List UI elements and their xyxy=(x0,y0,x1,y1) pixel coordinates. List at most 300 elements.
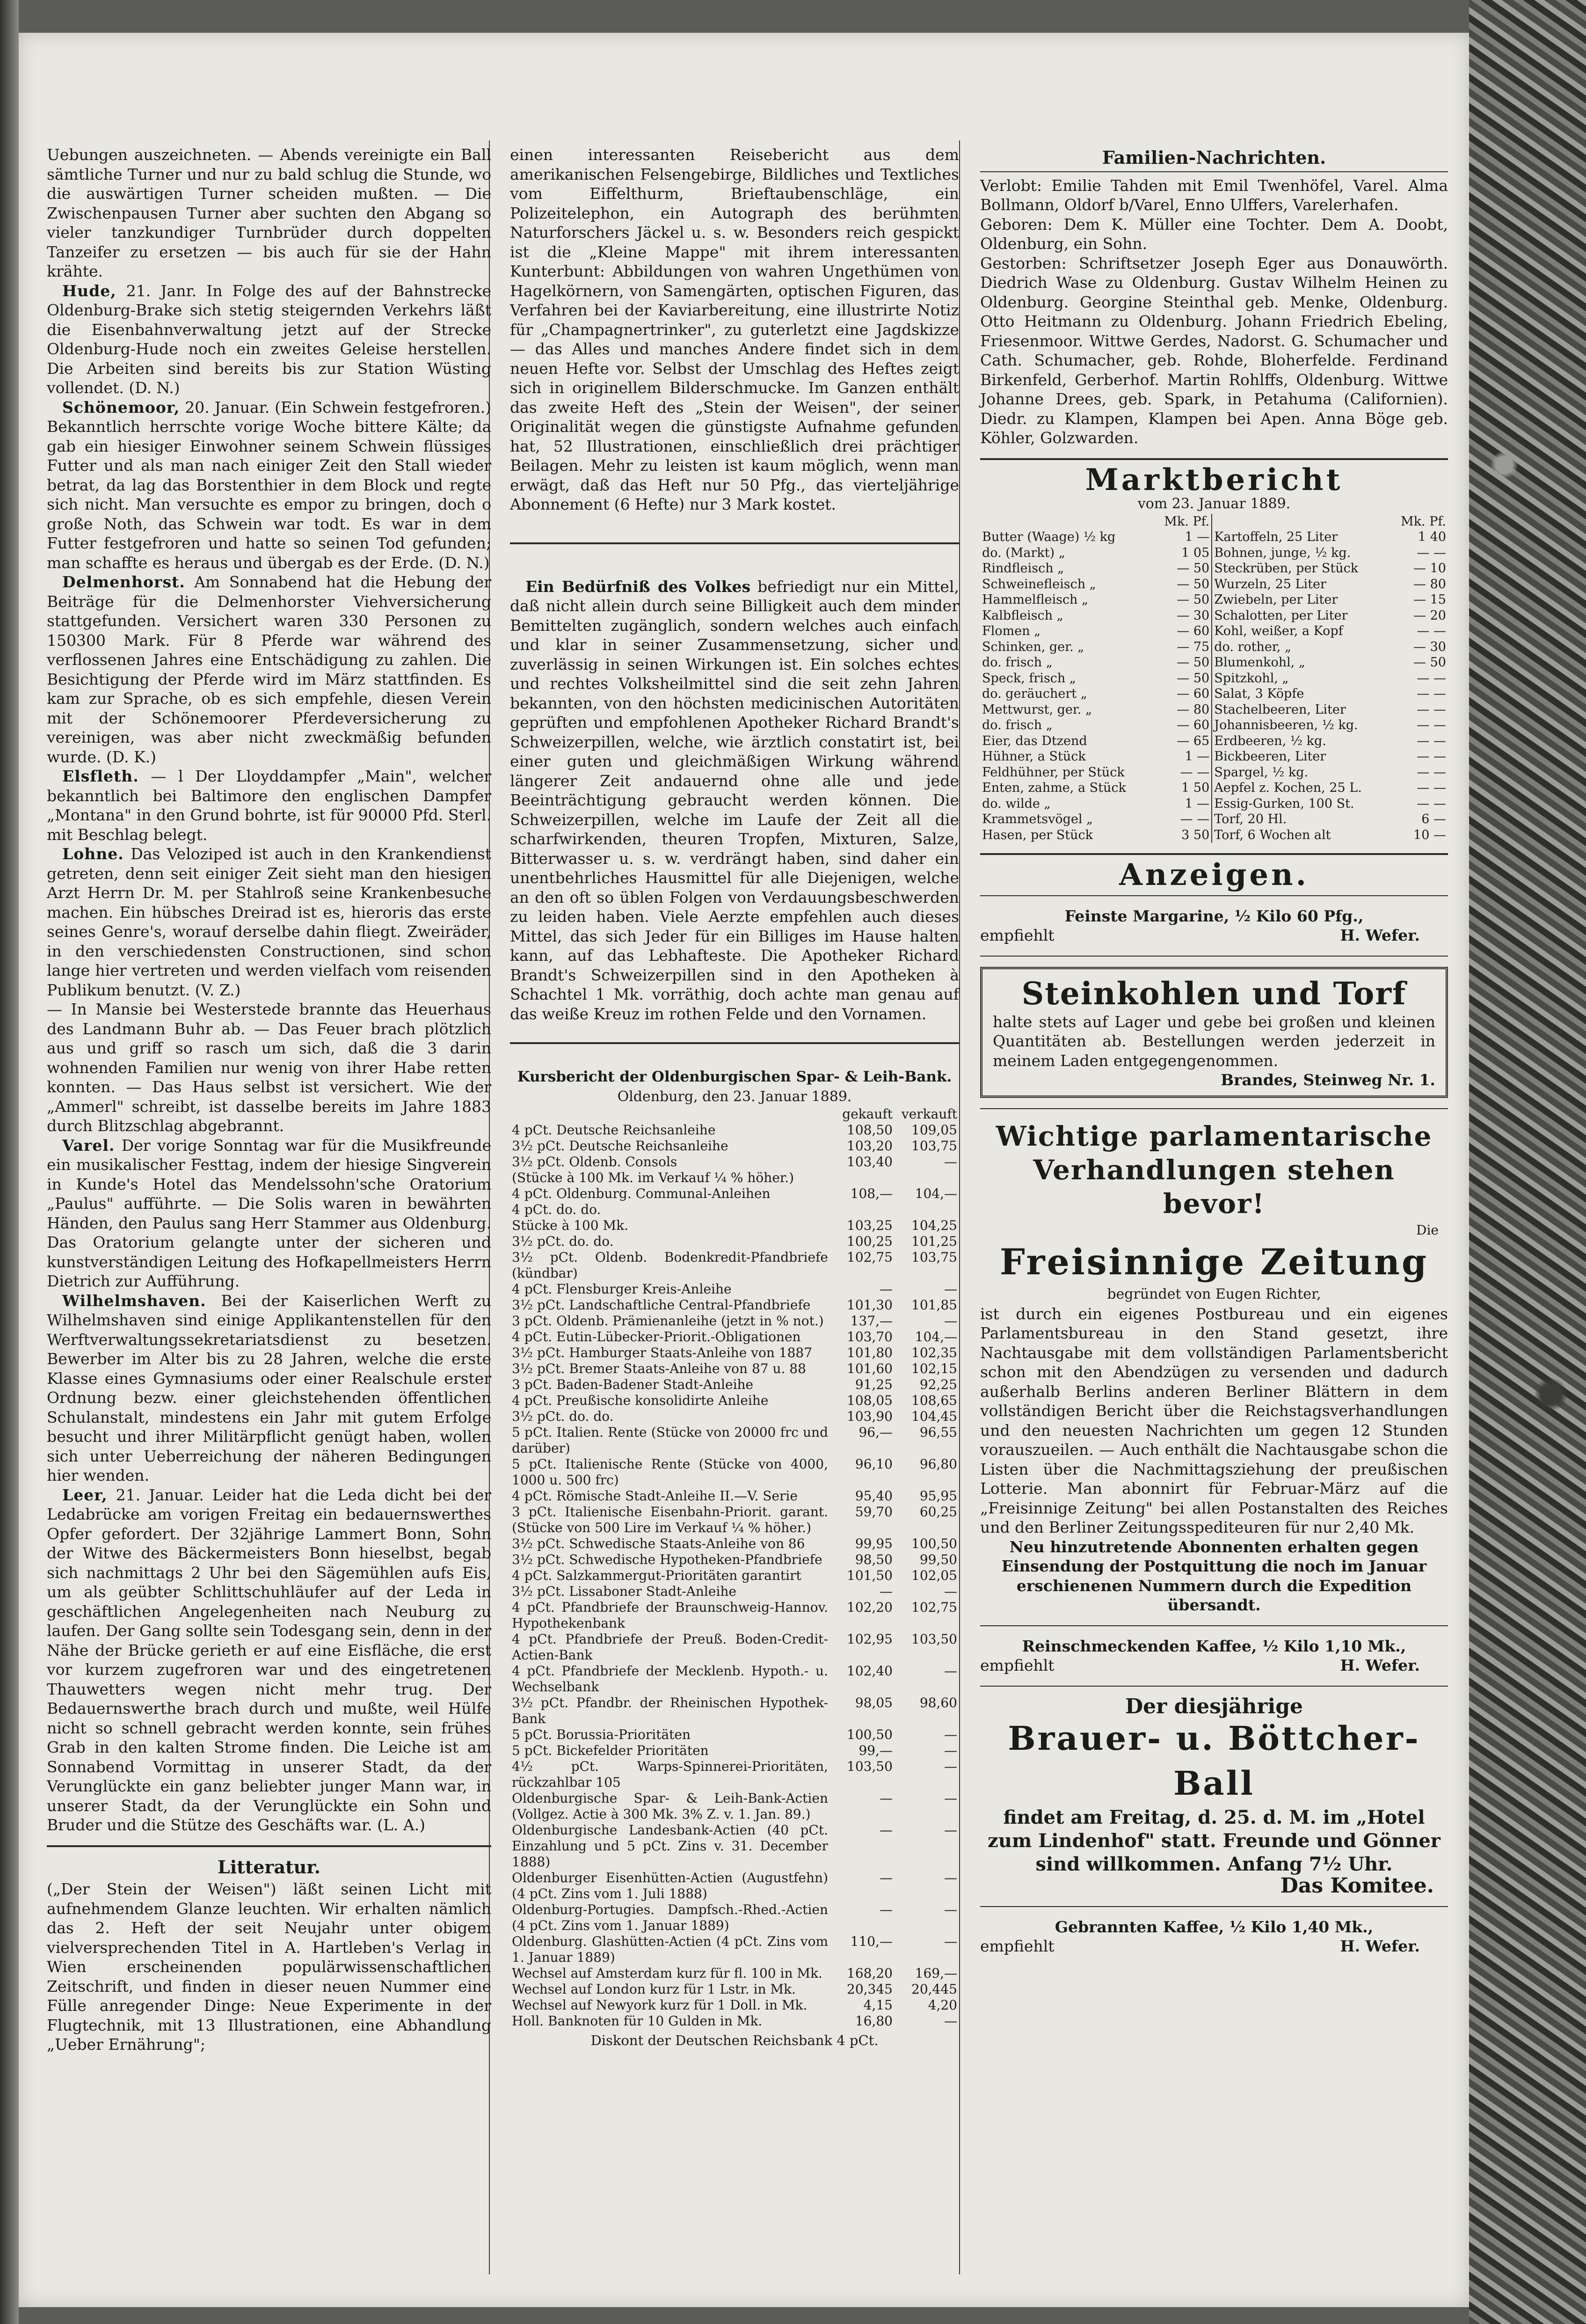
markt-price-right: — 15 xyxy=(1413,592,1446,607)
markt-item-right: Torf, 6 Wochen alt xyxy=(1214,827,1331,842)
place-name: Wilhelmshaven. xyxy=(62,1291,206,1310)
kurs-cell-verkauft: — xyxy=(944,1663,957,1679)
article-hude xyxy=(47,281,491,398)
kurs-row xyxy=(510,1584,959,1600)
kurs-footer: Diskont der Deutschen Reichsbank 4 pCt. xyxy=(590,2032,879,2048)
kurs-cell-gekauft: 4,15 xyxy=(863,1997,893,2013)
advert-ball-title: Brauer- u. Böttcher-Ball xyxy=(1008,1719,1420,1803)
section-divider xyxy=(980,895,1448,896)
kurs-cell-name: 4 pCt. Römische Stadt-Anleihe II.—V. Serie xyxy=(512,1488,798,1504)
kurs-row xyxy=(510,1600,959,1631)
kurs-row xyxy=(510,1345,959,1361)
markt-price-left: — 60 xyxy=(1177,687,1210,701)
markt-row xyxy=(980,780,1448,796)
kurs-cell-verkauft: 96,80 xyxy=(919,1456,957,1472)
kurs-cell-gekauft: 100,50 xyxy=(847,1727,893,1742)
kurs-cell-name: 4 pCt. Preußische konsolidirte Anleihe xyxy=(512,1393,769,1408)
kurs-cell-name: 3½ pCt. Pfandbr. der Rheinischen Hypothek-Bank xyxy=(512,1695,828,1726)
kurs-row xyxy=(510,1456,959,1488)
kurs-cell-verkauft: 109,05 xyxy=(911,1122,957,1138)
markt-row xyxy=(980,796,1448,812)
markt-item-left: Eier, das Dtzend xyxy=(982,733,1087,748)
markt-item-left: Flomen „ xyxy=(982,624,1041,638)
kurs-cell-verkauft: 60,25 xyxy=(919,1504,957,1520)
kurs-header-blank xyxy=(510,1106,830,1122)
kurs-cell-verkauft: 102,05 xyxy=(911,1568,957,1583)
section-heading-anzeigen: Anzeigen. xyxy=(1119,857,1309,892)
kurs-row xyxy=(510,1902,959,1934)
advert-lead: Ein Bedürfniß des Volkes xyxy=(525,577,751,596)
kurs-cell-verkauft: 98,60 xyxy=(919,1695,957,1710)
kurs-cell-verkauft: — xyxy=(944,1822,957,1838)
markt-item-left: do. frisch „ xyxy=(982,718,1053,732)
markt-price-right: — — xyxy=(1417,687,1446,701)
kurs-cell-verkauft: 92,25 xyxy=(919,1377,957,1392)
article-mansie: — In Mansie bei Westerstede brannte das Heuerhaus des Landmann Buhr ab. — Das Feuer brach plötzlich aus und griff so rasch um sich, daß die 3 darin wohnenden Familien nur wenig von ihrer Habe retten konnten. — Das Haus selbst ist versichert. Wie der „Ammerl" schreibt, ist dasselbe bereits im Jahre 1883 durch Blitzschlag abgebrannt. xyxy=(47,1000,491,1135)
kurs-cell-gekauft: 98,50 xyxy=(855,1552,893,1567)
article-text: Das Veloziped ist auch in den Krankendienst getreten, denn seit einiger Zeit sieht man den hiesigen Arzt Herrn Dr. M. per Stahlroß seine Krankenbesuche machen. Ein hübsches Dreirad ist es, hieroris das erste seines Genre's, worauf derselbe dahin fliegt. Zweiräder, in den verschiedensten Constructionen, sind schon lange hier vertreten und werden vielfach vom reisenden Publikum benutzt. (V. Z.) xyxy=(47,845,491,999)
kurs-cell-gekauft: 100,25 xyxy=(847,1234,893,1249)
empfiehlt-label: empfiehlt xyxy=(980,1656,1055,1674)
markt-row xyxy=(980,733,1448,749)
markt-unit-row xyxy=(980,514,1448,530)
kurs-cell-gekauft: 102,95 xyxy=(847,1631,893,1647)
kurs-cell-verkauft: — xyxy=(944,1934,957,1949)
markt-date: vom 23. Januar 1889. xyxy=(1137,496,1291,512)
kurs-cell-verkauft: 103,75 xyxy=(911,1250,957,1265)
article-wilhelmshaven xyxy=(47,1291,491,1485)
kurs-cell-name: Oldenburger Eisenhütten-Actien (Augustfehn) (4 pCt. Zins vom 1. Juli 1888) xyxy=(512,1870,828,1901)
kurs-cell-verkauft: 104,45 xyxy=(911,1409,957,1424)
markt-item-right: Johannisbeeren, ½ kg. xyxy=(1214,718,1358,732)
markt-price-left: 1 — xyxy=(1185,796,1210,811)
article-leer xyxy=(47,1485,491,1835)
markt-item-left: Hammelfleisch „ xyxy=(982,592,1089,607)
section-divider xyxy=(980,171,1448,172)
kurs-cell-gekauft: 99,95 xyxy=(855,1536,893,1551)
book-binding-left xyxy=(0,0,19,2324)
markt-price-left: — 50 xyxy=(1177,655,1210,670)
kurs-row xyxy=(510,1297,959,1313)
markt-row xyxy=(980,765,1448,781)
kurs-row xyxy=(510,1631,959,1663)
kurs-cell-name: 3 pCt. Oldenb. Prämienanleihe (jetzt in % not.) xyxy=(512,1313,824,1329)
kurs-row xyxy=(510,1695,959,1727)
kurs-cell-name: 3 pCt. Baden-Badener Stadt-Anleihe xyxy=(512,1377,754,1392)
kurs-rows xyxy=(510,1122,959,2029)
section-heading-familien: Familien-Nachrichten. xyxy=(1102,147,1326,168)
kurs-cell-name: 4 pCt. Pfandbriefe der Mecklenb. Hypoth.- u. Wechselbank xyxy=(512,1663,828,1695)
kurs-header-verkauft: verkauft xyxy=(901,1106,957,1122)
kurs-cell-name: (Stücke à 100 Mk. im Verkauf ¼ % höher.) xyxy=(512,1170,794,1185)
markt-row xyxy=(980,749,1448,765)
kurs-cell-gekauft: 108,05 xyxy=(847,1393,893,1408)
markt-item-right: Schalotten, per Liter xyxy=(1214,608,1348,623)
markt-item-right: Spargel, ½ kg. xyxy=(1214,765,1309,780)
markt-item-left: Speck, frisch „ xyxy=(982,671,1076,686)
article-schoenemoor xyxy=(47,398,491,573)
kurs-cell-verkauft: 101,85 xyxy=(911,1297,957,1313)
markt-row xyxy=(980,639,1448,655)
article-text: — l Der Lloyddampfer „Main", welcher bekanntlich bei Baltimore den englischen Dampfer „Montana" in den Grund bohrte, ist für 90000 Pfd. Sterl. mit Beschlag belegt. xyxy=(47,767,491,844)
kurs-cell-name: 3½ pCt. Lissaboner Stadt-Anleihe xyxy=(512,1584,737,1599)
markt-table xyxy=(980,514,1448,843)
kurs-row xyxy=(510,1966,959,1981)
markt-item-left: do. geräuchert „ xyxy=(982,687,1087,701)
kurs-row xyxy=(510,1822,959,1870)
kurs-cell-name: Stücke à 100 Mk. xyxy=(512,1218,629,1233)
markt-unit-right: Mk. Pf. xyxy=(1401,514,1446,529)
kurs-cell-verkauft: 104,— xyxy=(915,1186,957,1201)
markt-price-right: — — xyxy=(1417,545,1446,560)
markt-price-right: — — xyxy=(1417,765,1446,780)
kurs-cell-name: 4 pCt. Salzkammergut-Prioritäten garantirt xyxy=(512,1568,801,1583)
column-3 xyxy=(980,145,1448,1956)
markt-price-right: — — xyxy=(1417,781,1446,795)
kurs-cell-verkauft: 103,75 xyxy=(911,1138,957,1154)
place-name: Delmenhorst. xyxy=(62,573,185,591)
kurs-cell-gekauft: 16,80 xyxy=(855,2013,893,2029)
kurs-cell-verkauft xyxy=(895,1170,959,1186)
kurs-cell-verkauft xyxy=(895,1202,959,1218)
kurs-cell-gekauft: — xyxy=(880,1870,893,1886)
kurs-cell-verkauft: — xyxy=(944,1584,957,1599)
kurs-cell-verkauft: — xyxy=(944,1313,957,1329)
markt-row xyxy=(980,717,1448,733)
kurs-cell-gekauft: — xyxy=(880,1822,893,1838)
section-heading-marktbericht: Marktbericht xyxy=(1085,462,1343,497)
markt-row xyxy=(980,655,1448,671)
advertiser-name: H. Wefer. xyxy=(1340,926,1420,944)
advert-fz-bold: Neu hinzutretende Abonnenten erhalten gegen Einsendung der Postquittung die noch im Januar erschienenen Nummern durch die Expedition übersandt. xyxy=(1001,1537,1427,1614)
place-name: Schönemoor, xyxy=(62,398,180,417)
markt-price-right: — — xyxy=(1417,702,1446,717)
place-name: Varel. xyxy=(62,1136,115,1155)
article-litteratur-continued: einen interessanten Reisebericht aus dem amerikanischen Felsengebirge, Bildliches und Textliches vom Eiffelthurm, Brieftaubenschläge, ein Polizeitelephon, ein Autograph des berühmten Naturforschers Jäckel u. s. w. Besonders reich gespickt ist die „Kleine Mappe" mit ihrem interessanten Kunterbunt: Abbildungen von wahren Ungethümen von Hagelkörnern, von Samengärten, optischen Figuren, das Verfahren bei der Kaviarbereitung, eine illustrirte Notiz für „Champagnertrinker", zu guterletzt eine Jagdskizze — das Alles und manches Andere findet sich in dem neuen Hefte vor. Selbst der Umschlag des Heftes zeigt sich in originellem Bilderschmucke. Im Ganzen enthält das zweite Heft des „Stein der Weisen", der seiner Originalität wegen die günstigste Aufnahme gefunden hat, 52 Illustrationen, einschließlich drei prächtiger Beilagen. Mehr zu leisten ist kaum möglich, wenn man erwägt, daß das Heft nur 50 Pfg., das vierteljährige Abonnement (6 Hefte) nur 3 Mark kostet. xyxy=(510,146,959,513)
kurs-cell-verkauft: 104,— xyxy=(915,1329,957,1345)
empfiehlt-label: empfiehlt xyxy=(980,926,1055,944)
markt-item-left: do. wilde „ xyxy=(982,796,1051,811)
article-text: Am Sonnabend hat die Hebung der Beiträge für die Delmenhorster Viehversicherung stattgefunden. Versichert waren 330 Personen zu 150300 Mark. Für 8 Pferde war während des verflossenen Jahres eine Entschädigung zu zahlen. Die Besichtigung der Pferde wird im März stattfinden. Es kam zur Sprache, ob es sich empfehle, diesen Verein mit der Schönemoorer Pferdeversicherung zu vereinigen, was aber nicht zweckmäßig befunden wurde. (D. K.) xyxy=(47,573,491,766)
kurs-cell-verkauft: 4,20 xyxy=(928,1997,957,2013)
kurs-cell-gekauft: 96,10 xyxy=(855,1456,893,1472)
advertiser-name: H. Wefer. xyxy=(1340,1937,1420,1955)
advert-die: Die xyxy=(1416,1222,1439,1238)
markt-item-left: do. frisch „ xyxy=(982,655,1053,670)
place-name: Leer, xyxy=(62,1485,108,1504)
kurs-cell-gekauft: 101,50 xyxy=(847,1568,893,1583)
kurs-row xyxy=(510,1488,959,1504)
markt-rows xyxy=(980,529,1448,843)
kurs-cell-gekauft: 99,— xyxy=(858,1743,893,1758)
kurs-cell-gekauft: 108,50 xyxy=(847,1122,893,1138)
advert-steinkohlen-box xyxy=(980,967,1448,1098)
kurs-cell-name: 5 pCt. Italien. Rente (Stücke von 20000 frc und darüber) xyxy=(512,1425,828,1456)
kurs-cell-name: 4½ pCt. Warps-Spinnerei-Prioritäten, rückzahlbar 105 xyxy=(512,1759,828,1790)
markt-item-left: Schweinefleisch „ xyxy=(982,577,1096,592)
kurs-row xyxy=(510,1759,959,1791)
advert-wichtige-line1: Wichtige parlamentarische xyxy=(996,1120,1433,1152)
article-text: Der vorige Sonntag war für die Musikfreunde ein musikalischer Festtag, indem der hiesige Singverein in Kunde's Hotel das Mendelssohn'sche Oratorium „Paulus" aufführte. — Die Solis waren in bewährten Händen, den Paulus sang Herr Stammer aus Oldenburg. Das Oratorium gelangte unter der sicheren und kunstverständigen Leitung des Hofkapellmeisters Herrn Dietrich zur Aufführung. xyxy=(47,1136,492,1290)
markt-item-right: Erdbeeren, ½ kg. xyxy=(1214,733,1326,748)
kurs-cell-verkauft: 102,35 xyxy=(911,1345,957,1360)
markt-row xyxy=(980,623,1448,639)
kurs-cell-verkauft: 20,445 xyxy=(911,1981,957,1997)
kurs-date: Oldenburg, den 23. Januar 1889. xyxy=(617,1088,852,1105)
markt-price-left: — 60 xyxy=(1177,624,1210,638)
kurs-row xyxy=(510,1870,959,1902)
place-name: Lohne. xyxy=(62,845,124,863)
markt-item-left: do. (Markt) „ xyxy=(982,545,1065,560)
kurs-cell-name: 3½ pCt. do. do. xyxy=(512,1409,614,1424)
markt-price-left: 3 50 xyxy=(1181,827,1210,842)
kurs-cell-name: 4 pCt. Pfandbriefe der Preuß. Boden-Credit-Actien-Bank xyxy=(512,1631,828,1663)
article-elsfleth xyxy=(47,767,491,844)
kurs-row xyxy=(510,1377,959,1393)
section-divider xyxy=(980,458,1448,460)
kurs-cell-verkauft: 96,55 xyxy=(919,1425,957,1440)
section-divider xyxy=(980,1906,1448,1907)
kurs-cell-name: 5 pCt. Bickefelder Prioritäten xyxy=(512,1743,709,1758)
kurs-cell-gekauft xyxy=(830,1170,895,1186)
markt-price-right: — 50 xyxy=(1413,655,1446,670)
kurs-cell-name: Oldenburg. Glashütten-Actien (4 pCt. Zins vom 1. Januar 1889) xyxy=(512,1934,828,1965)
kurs-header-gekauft: gekauft xyxy=(842,1106,893,1122)
markt-item-left: Kalbfleisch „ xyxy=(982,608,1063,623)
kurs-cell-gekauft: 20,345 xyxy=(847,1981,893,1997)
kurs-cell-gekauft: 102,20 xyxy=(847,1600,893,1615)
kurs-cell-gekauft: 108,— xyxy=(850,1186,893,1201)
markt-row xyxy=(980,577,1448,592)
kurs-row xyxy=(510,1409,959,1425)
markt-item-right: Stachelbeeren, Liter xyxy=(1214,702,1346,717)
section-divider xyxy=(510,542,959,544)
kurs-cell-name: Holl. Banknoten für 10 Gulden in Mk. xyxy=(512,2013,763,2029)
kurs-cell-name: Oldenburgische Landesbank-Actien (40 pCt. Einzahlung und 5 pCt. Zins v. 31. December 1888) xyxy=(512,1822,828,1870)
advert-steinkohlen-text: halte stets auf Lager und gebe bei großen und kleinen Quantitäten ab. Bestellungen werden jederzeit in meinem Laden entgegengenommen. xyxy=(993,1012,1435,1070)
kurs-cell-name: 5 pCt. Italienische Rente (Stücke von 4000, 1000 u. 500 frc) xyxy=(512,1456,828,1488)
kurs-cell-verkauft: 100,50 xyxy=(911,1536,957,1551)
kurs-cell-verkauft: 95,95 xyxy=(919,1488,957,1504)
kurs-row xyxy=(510,1202,959,1218)
kurs-cell-gekauft: 101,60 xyxy=(847,1361,893,1376)
markt-item-right: Bohnen, junge, ½ kg. xyxy=(1214,545,1351,560)
markt-item-right: Essig-Gurken, 100 St. xyxy=(1214,796,1354,811)
advert-wichtige-line2: Verhandlungen stehen bevor! xyxy=(1033,1154,1395,1220)
kurs-row xyxy=(510,1425,959,1456)
kurs-row xyxy=(510,1186,959,1202)
kurs-cell-gekauft: 103,20 xyxy=(847,1138,893,1154)
section-divider xyxy=(980,1686,1448,1687)
markt-item-left: Enten, zahme, a Stück xyxy=(982,781,1126,795)
markt-item-right: Wurzeln, 25 Liter xyxy=(1214,577,1326,592)
article-delmenhorst xyxy=(47,572,491,767)
markt-item-right: Torf, 20 Hl. xyxy=(1214,812,1287,826)
kurs-cell-gekauft: 102,40 xyxy=(847,1663,893,1679)
article-turner: Uebungen auszeichneten. — Abends vereinigte ein Ball sämtliche Turner und nur zu bald schlug die Stunde, wo die auswärtigen Turner scheiden mußten. — Die Zwischenpausen Turner aber suchten den Abgang so vieler tanzkundiger Turnbrüder durch doppelten Tanzeifer zu ersetzen — bis auch für sie der Hahn krähte. xyxy=(47,146,491,280)
advert-fz-founder: begründet von Eugen Richter, xyxy=(1107,1286,1321,1302)
kurs-row xyxy=(510,2013,959,2029)
notice-geboren: Geboren: Dem K. Müller eine Tochter. Dem A. Doobt, Oldenburg, ein Sohn. xyxy=(980,215,1448,253)
markt-price-left: — 65 xyxy=(1177,733,1210,748)
kurs-cell-gekauft: 137,— xyxy=(850,1313,893,1329)
markt-item-right: Bickbeeren, Liter xyxy=(1214,749,1326,764)
kurs-cell-verkauft: — xyxy=(944,1791,957,1806)
markt-row xyxy=(980,671,1448,687)
section-divider xyxy=(980,1108,1448,1109)
markt-price-left: 1 50 xyxy=(1181,781,1210,795)
section-divider xyxy=(980,853,1448,855)
kurs-cell-gekauft: 103,25 xyxy=(847,1218,893,1233)
article-text: Bei der Kaiserlichen Werft zu Wilhelmshaven sind einige Applikantenstellen für den Werftverwaltungssekretariatsdienst zu besetzen. Bewerber im Alter bis zu 28 Jahren, welche die erste Klasse eines Gymnasiums oder einer Realschule erster Ordnung bezw. einer gleichstehenden öffentlichen Schulanstalt, mindestens ein Jahr mit gutem Erfolge besucht und ihrer Militärpflicht genügt haben, wollen sich unter Ueberreichung der näheren Bedingungen hier wenden. xyxy=(47,1291,491,1484)
kurs-cell-verkauft: 104,25 xyxy=(911,1218,957,1233)
kurs-row xyxy=(510,1393,959,1409)
markt-row xyxy=(980,592,1448,608)
markt-item-left: Butter (Waage) ½ kg xyxy=(982,530,1116,544)
markt-item-right: Zwiebeln, per Liter xyxy=(1214,592,1338,607)
advert-fz-text: ist durch ein eigenes Postbureau und ein eigenes Parlamentsbureau in den Stand gesetzt, ihre Nachtausgabe mit dem vollständigen Parlamentsbericht schon mit den Abendzügen zu versenden und dadurch außerhalb Berlins anderen Berliner Blättern in dem vollständigen Bericht über die Reichstagsverhandlungen und den neuesten Nachrichten um gegen 12 Stunden vorauszueilen. — Auch enthält die Nachtausgabe schon die Listen über die Nachmittagsziehung der preußischen Lotterie. Man abonnirt für Februar-März auf die „Freisinnige Zeitung" bei allen Postanstalten des Reiches und den Berliner Zeitungsspediteuren für nur 2,40 Mk. xyxy=(980,1304,1448,1536)
kurs-cell-name: 3 pCt. Italienische Eisenbahn-Priorit. garant. (Stücke von 500 Lire im Verkauf ¼ % höher.) xyxy=(512,1504,828,1535)
advertiser-name: H. Wefer. xyxy=(1340,1656,1420,1674)
kurs-cell-name: 3½ pCt. Schwedische Staats-Anleihe von 86 xyxy=(512,1536,805,1551)
markt-price-right: — 30 xyxy=(1413,639,1446,654)
markt-price-right: — — xyxy=(1417,733,1446,748)
markt-price-right: 6 — xyxy=(1421,812,1446,826)
markt-item-right: Spitzkohl, „ xyxy=(1214,671,1289,686)
kurs-cell-name: 4 pCt. Flensburger Kreis-Anleihe xyxy=(512,1281,732,1297)
markt-item-left: Schinken, ger. „ xyxy=(982,639,1084,654)
column-1 xyxy=(47,145,491,2054)
kurs-cell-gekauft: 96,— xyxy=(858,1425,893,1440)
markt-item-left: Rindfleisch „ xyxy=(982,561,1064,576)
kurs-cell-gekauft: 168,20 xyxy=(847,1966,893,1981)
marbled-book-edge xyxy=(1469,0,1586,2324)
markt-price-left: 1 — xyxy=(1185,530,1210,544)
markt-row xyxy=(980,811,1448,827)
markt-unit-spacer xyxy=(1212,514,1399,530)
advert-schweizerpillen xyxy=(510,577,959,1024)
markt-price-left: — 50 xyxy=(1177,671,1210,686)
advert-kaffee-2: Gebrannten Kaffee, ½ Kilo 1,40 Mk., xyxy=(1055,1917,1374,1936)
markt-price-left: — 50 xyxy=(1177,592,1210,607)
markt-unit-spacer xyxy=(980,514,1162,530)
kurs-row xyxy=(510,1552,959,1568)
kurs-row xyxy=(510,1981,959,1997)
advert-steinkohlen-sig: Brandes, Steinweg Nr. 1. xyxy=(1221,1071,1435,1089)
markt-row xyxy=(980,529,1448,545)
kurs-row xyxy=(510,1504,959,1536)
article-litteratur: („Der Stein der Weisen") läßt seinen Licht mit aufnehmendem Glanze leuchten. Wir erhalten nämlich das 2. Heft der seit Neujahr unter obigem vielversprechenden Titel in A. Hartleben's Verlag in Wien erscheinenden populärwissenschaftlichen Zeitschrift, und finden in dieser neuen Nummer eine Fülle anregender Dinge: Neue Experimente in der Flugtechnik, mit 13 Illustrationen, eine Abhandlung „Ueber Ernährung"; xyxy=(47,1880,491,2054)
kurs-cell-verkauft: — xyxy=(944,1281,957,1297)
kurs-cell-gekauft: 110,— xyxy=(850,1934,893,1949)
kurs-cell-name: Wechsel auf London kurz für 1 Lstr. in Mk. xyxy=(512,1981,796,1997)
advert-text: befriedigt nur ein Mittel, daß nicht allein durch seine Billigkeit auch dem minder Bemittelten zugänglich, sondern welches auch einfach und klar in seiner Zusammensetzung, sicher und zuverlässig in seinen Wirkungen ist. Ein solches echtes und rechtes Volksheilmittel sind die seit zehn Jahren bekannten, von den höchsten medicinischen Autoritäten geprüften und empfohlenen Apotheker Richard Brandt's Schweizerpillen, welche, wie ärztlich constatirt ist, bei einer guten und gleichmäßigen Wirkung während längerer Zeit andauernd ohne alle und jede Beeinträchtigung gebraucht werden können. Die Schweizerpillen, welche im Laufe der Zeit all die scharfwirkenden, theuren Tropfen, Mixturen, Salze, Bitterwasser u. s. w. verdrängt haben, sind daher ein unentbehrliches Hausmittel für alle Diejenigen, welche an den oft so üblen Folgen von Verdauungsbeschwerden zu leiden haben. Viele Aerzte empfehlen auch dieses Mittel, das sich Jeder für ein Billiges im Hause halten kann, auf das Lebhafteste. Die Apotheker Richard Brandt's Schweizerpillen sind in den Apotheken à Schachtel 1 Mk. vorräthig, doch achte man genau auf das weiße Kreuz im rothen Felde und den Vornamen. xyxy=(510,577,959,1023)
markt-item-right: Aepfel z. Kochen, 25 L. xyxy=(1214,781,1362,795)
place-name: Elsfleth. xyxy=(62,767,139,785)
markt-price-right: — — xyxy=(1417,718,1446,732)
advert-kaffee-1-sig xyxy=(980,1656,1448,1675)
kurs-cell-gekauft: — xyxy=(880,1584,893,1599)
kurs-cell-verkauft: 103,50 xyxy=(911,1631,957,1647)
kurs-table xyxy=(510,1106,959,2029)
kurs-cell-verkauft: — xyxy=(944,1727,957,1742)
kurs-row xyxy=(510,1234,959,1250)
kurs-cell-verkauft: 108,65 xyxy=(911,1393,957,1408)
kurs-cell-name: 4 pCt. Deutsche Reichsanleihe xyxy=(512,1122,716,1138)
markt-price-left: 1 05 xyxy=(1181,545,1210,560)
kurs-cell-name: 3½ pCt. Landschaftliche Central-Pfandbriefe xyxy=(512,1297,811,1313)
kurs-row xyxy=(510,1138,959,1154)
empfiehlt-label: empfiehlt xyxy=(980,1937,1055,1955)
advert-kaffee-1: Reinschmeckenden Kaffee, ½ Kilo 1,10 Mk., xyxy=(1022,1637,1406,1655)
advert-ball-text: findet am Freitag, d. 25. d. M. im „Hotel zum Lindenhof" statt. Freunde und Gönner sind willkommen. Anfang 7½ Uhr. xyxy=(988,1806,1440,1875)
kurs-cell-verkauft: 102,75 xyxy=(911,1600,957,1615)
kurs-row xyxy=(510,1154,959,1170)
kurs-cell-verkauft: 169,— xyxy=(915,1966,957,1981)
markt-price-right: — 20 xyxy=(1413,608,1446,623)
markt-price-left: — 50 xyxy=(1177,561,1210,576)
markt-price-right: — 10 xyxy=(1413,561,1446,576)
markt-row xyxy=(980,686,1448,702)
markt-item-right: do. rother, „ xyxy=(1214,639,1291,654)
kurs-cell-name: Wechsel auf Amsterdam kurz für fl. 100 in Mk. xyxy=(512,1966,822,1981)
markt-item-left: Mettwurst, ger. „ xyxy=(982,702,1092,717)
kurs-cell-name: 4 pCt. Oldenburg. Communal-Anleihen xyxy=(512,1186,771,1201)
kurs-row xyxy=(510,1727,959,1743)
kurs-cell-gekauft: 103,40 xyxy=(847,1154,893,1169)
kurs-cell-name: 3½ pCt. Oldenb. Consols xyxy=(512,1154,677,1169)
article-text: 21. Janr. In Folge des auf der Bahnstrecke Oldenburg-Brake sich stetig steigernden Verkehrs läßt die Eisenbahnverwaltung jetzt auf der Strecke Oldenburg-Hude noch ein zweites Geleise herstellen. Die Arbeiten sind bereits bis zur Station Wüsting vollendet. (D. N.) xyxy=(47,281,491,397)
markt-price-left: — — xyxy=(1180,812,1210,826)
kurs-cell-verkauft: — xyxy=(944,1759,957,1774)
kurs-row xyxy=(510,1568,959,1584)
kurs-cell-name: Oldenburg-Portugies. Dampfsch.-Rhed.-Actien (4 pCt. Zins vom 1. Januar 1889) xyxy=(512,1902,828,1933)
article-lohne xyxy=(47,844,491,1000)
kurs-cell-name: 3½ pCt. Hamburger Staats-Anleihe von 1887 xyxy=(512,1345,813,1360)
kurs-cell-name: 3½ pCt. do. do. xyxy=(512,1234,614,1249)
kurs-cell-gekauft: 95,40 xyxy=(855,1488,893,1504)
kurs-row xyxy=(510,1313,959,1329)
kurs-cell-verkauft: — xyxy=(944,2013,957,2029)
kurs-cell-name: 3½ pCt. Deutsche Reichsanleihe xyxy=(512,1138,728,1154)
kurs-cell-gekauft: 98,05 xyxy=(855,1695,893,1710)
kurs-row xyxy=(510,1743,959,1759)
kurs-cell-verkauft: 99,50 xyxy=(919,1552,957,1567)
markt-row xyxy=(980,545,1448,561)
kurs-row xyxy=(510,1791,959,1822)
article-varel xyxy=(47,1136,491,1291)
markt-item-left: Hühner, a Stück xyxy=(982,749,1086,764)
kurs-row xyxy=(510,1122,959,1138)
kurs-row xyxy=(510,1218,959,1234)
markt-item-left: Krammetsvögel „ xyxy=(982,812,1093,826)
kurs-cell-gekauft: 59,70 xyxy=(855,1504,893,1520)
markt-price-right: — — xyxy=(1417,796,1446,811)
kurs-cell-name: 4 pCt. Eutin-Lübecker-Priorit.-Obligationen xyxy=(512,1329,801,1345)
markt-price-right: — — xyxy=(1417,671,1446,686)
kurs-cell-name: 4 pCt. do. do. xyxy=(512,1202,601,1217)
notice-gestorben: Gestorben: Schriftsetzer Joseph Eger aus Donauwörth. Diedrich Wase zu Oldenburg. Gustav Wilhelm Heinen zu Oldenburg. Georgine Steinthal geb. Menke, Oldenburg. Otto Heitmann zu Oldenburg. Johann Friedrich Ebeling, Friesenmoor. Wittwe Gerdes, Nadorst. G. Schumacher und Cath. Schumacher, geb. Rohde, Bloherfelde. Ferdinand Birkenfeld, Gerberhof. Martin Rohlffs, Oldenburg. Wittwe Johanne Drees, geb. Spark, in Petahuma (Californien). Diedr. zu Klampen, Klampen bei Apen. Anna Böge geb. Köhler, Golzwarden. xyxy=(980,254,1448,447)
kurs-cell-gekauft: — xyxy=(880,1902,893,1917)
markt-price-right: — — xyxy=(1417,749,1446,764)
place-name: Hude, xyxy=(62,281,116,300)
kurs-cell-verkauft: — xyxy=(944,1902,957,1917)
kurs-row xyxy=(510,1997,959,2013)
kurs-cell-gekauft: — xyxy=(880,1281,893,1297)
markt-price-right: — — xyxy=(1417,624,1446,638)
kurs-cell-gekauft: 103,70 xyxy=(847,1329,893,1345)
notice-verlobt: Verlobt: Emilie Tahden mit Emil Twenhöfel, Varel. Alma Bollmann, Oldorf b/Varel, Enno Ulffers, Varelerhafen. xyxy=(980,176,1448,214)
